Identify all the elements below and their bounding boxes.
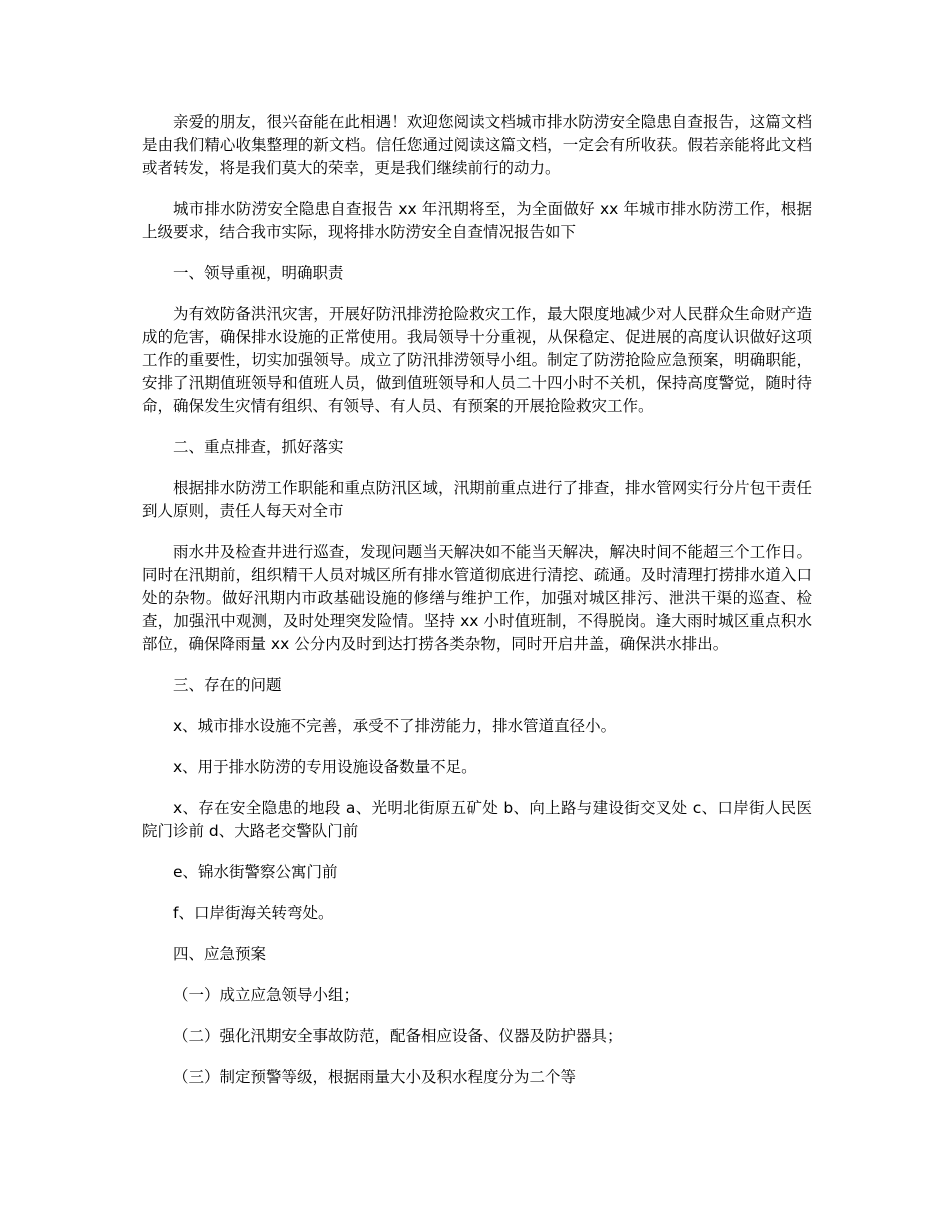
intro-paragraph: 亲爱的朋友，很兴奋能在此相遇！欢迎您阅读文档城市排水防涝安全隐患自查报告，这篇文档是由我们精心收集整理的新文档。信任您通过阅读这篇文档，一定会有所收获。假若亲能将此文档或者转发，将是我们莫大的荣幸，更是我们继续前行的动力。 xyxy=(142,113,812,177)
section-heading-3: 三、存在的问题 xyxy=(173,676,282,694)
report-opening-paragraph: 城市排水防涝安全隐患自查报告 xx 年汛期将至，为全面做好 xx 年城市排水防涝工作，根据上级要求，结合我市实际，现将排水防涝安全自查情况报告如下 xyxy=(142,200,812,241)
document-page xyxy=(142,111,812,1089)
section-2-body-part-2: 雨水井及检查井进行巡查，发现问题当天解决如不能当天解决，解决时间不能超三个工作日。同时在汛期前，组织精干人员对城区所有排水管道彻底进行清挖、疏通。及时清理打捞排水道入口处的杂物。做好汛期内市政基础设施的修缮与维护工作，加强对城区排污、泄洪干渠的巡查、检查，加强汛中观测，及时处理突发险情。坚持 xx 小时值班制，不得脱岗。逢大雨时城区重点积水部位，确保降雨量 xx 公分内及时到达打捞各类杂物，同时开启井盖，确保洪水排出。 xyxy=(142,543,812,653)
problem-item-3: x、存在安全隐患的地段 a、光明北街原五矿处 b、向上路与建设街交叉处 c、口岸街人民医院门诊前 d、大路老交警队门前 xyxy=(142,799,812,840)
section-heading-4: 四、应急预案 xyxy=(173,945,267,963)
section-1-body: 为有效防备洪汛灾害，开展好防汛排涝抢险救灾工作，最大限度地减少对人民群众生命财产造成的危害，确保排水设施的正常使用。我局领导十分重视，从保稳定、促进展的高度认识做好这项工作的重要性，切实加强领导。成立了防汛排涝领导小组。制定了防涝抢险应急预案，明确职能，安排了汛期值班领导和值班人员，做到值班领导和人员二十四小时不关机，保持高度警觉，随时待命，确保发生灾情有组织、有领导、有人员、有预案的开展抢险救灾工作。 xyxy=(142,305,812,415)
problem-item-2: x、用于排水防涝的专用设施设备数量不足。 xyxy=(173,758,477,776)
hazard-location-f: f、口岸街海关转弯处。 xyxy=(173,904,334,922)
section-heading-2: 二、重点排查，抓好落实 xyxy=(173,438,344,456)
plan-item-1: （一）成立应急领导小组； xyxy=(173,986,360,1004)
section-2-body-part-1: 根据排水防涝工作职能和重点防汛区域，汛期前重点进行了排查，排水管网实行分片包干责任到人原则，责任人每天对全市 xyxy=(142,479,812,520)
plan-item-3: （三）制定预警等级，根据雨量大小及积水程度分为二个等 xyxy=(173,1068,577,1086)
section-heading-1: 一、领导重视，明确职责 xyxy=(173,264,344,282)
plan-item-2: （二）强化汛期安全事故防范，配备相应设备、仪器及防护器具； xyxy=(173,1027,623,1045)
hazard-location-e: e、锦水街警察公寓门前 xyxy=(173,863,338,881)
problem-item-1: x、城市排水设施不完善，承受不了排涝能力，排水管道直径小。 xyxy=(173,717,617,735)
